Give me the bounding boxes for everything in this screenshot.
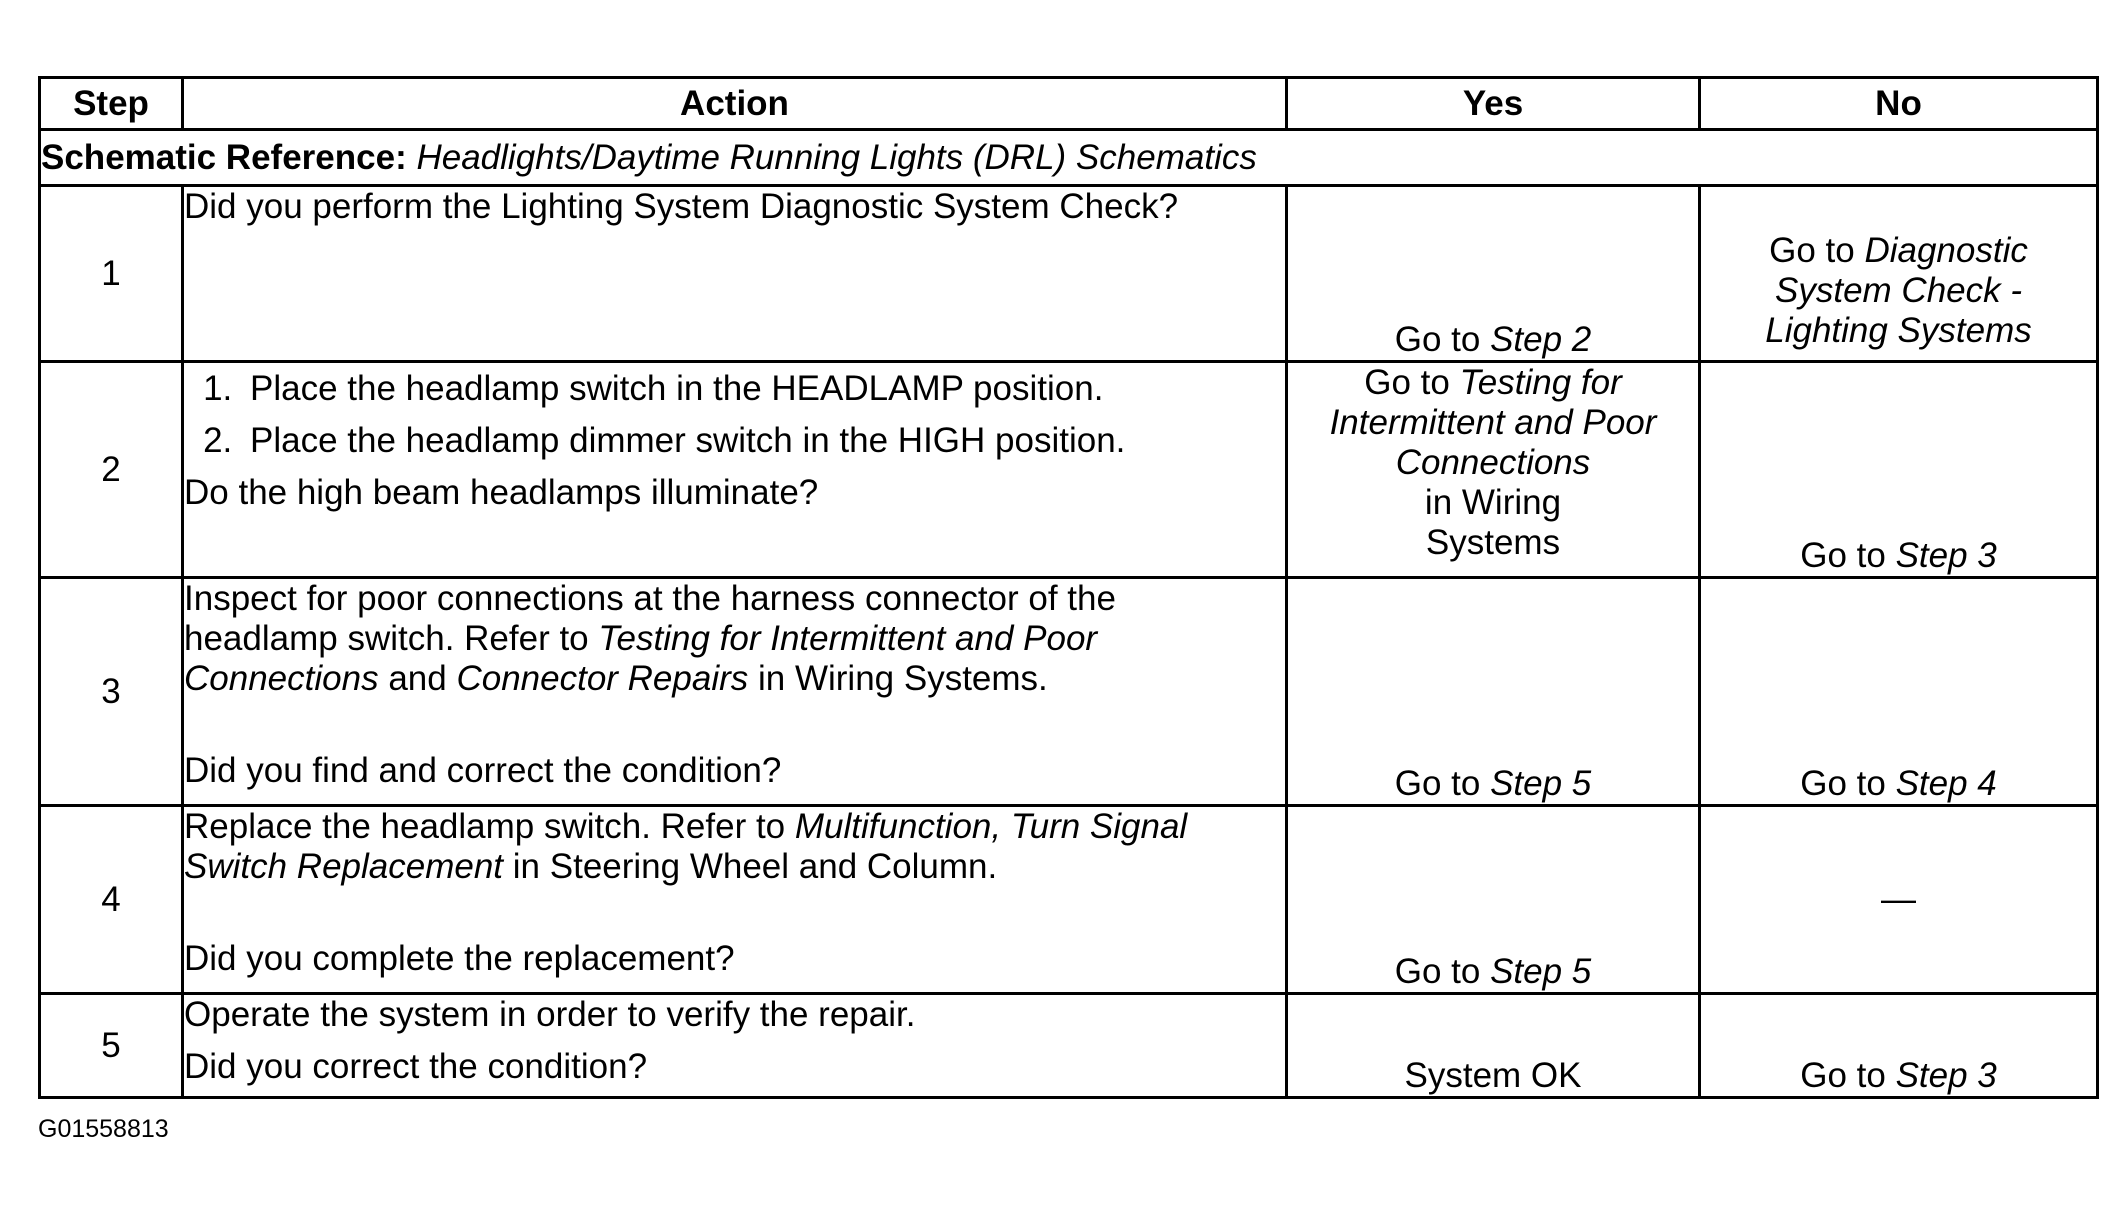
- action-cell: [183, 186, 1287, 362]
- action-text-line-2: headlamp switch. Refer to: [184, 619, 589, 658]
- no-cell: [1700, 994, 2098, 1098]
- yes-link: Testing for: [1459, 363, 1622, 402]
- yes-prefix: Go to: [1394, 320, 1481, 359]
- figure-id: G01558813: [38, 1115, 169, 1143]
- yes-suffix-line-1: in Wiring: [1424, 483, 1562, 522]
- yes-prefix: Go to: [1394, 764, 1481, 803]
- yes-cell: [1287, 806, 1700, 994]
- action-cell: [183, 578, 1287, 806]
- table-row: [40, 994, 2098, 1098]
- table-row: [40, 362, 2098, 578]
- list-item: 1. Place the headlamp switch in the HEADLAMP position.: [242, 369, 1285, 409]
- yes-prefix: Go to: [1364, 363, 1450, 402]
- step-number: 1: [40, 186, 183, 362]
- yes-link-line-3: Connections: [1395, 443, 1591, 482]
- action-question: Do the high beam headlamps illuminate?: [184, 473, 819, 512]
- yes-link-line-2: Intermittent and Poor: [1329, 403, 1657, 442]
- table-header-row: [40, 78, 2098, 130]
- yes-link: Step 2: [1490, 320, 1592, 359]
- action-question: Did you find and correct the condition?: [184, 751, 782, 790]
- action-cell: [183, 806, 1287, 994]
- action-text-line-1: Replace the headlamp switch. Refer to: [184, 807, 786, 846]
- schematic-reference-link: Headlights/Daytime Running Lights (DRL) Schematics: [416, 137, 1257, 177]
- yes-cell: [1287, 578, 1700, 806]
- step-number: 2: [40, 362, 183, 578]
- action-link-connector-repairs: Connector Repairs: [456, 659, 749, 698]
- diagnostic-table: [38, 76, 2099, 1099]
- header-yes: Yes: [1287, 78, 1700, 130]
- header-step: Step: [40, 78, 183, 130]
- yes-cell: [1287, 994, 1700, 1098]
- action-cell: [183, 362, 1287, 578]
- yes-suffix-line-2: Systems: [1425, 523, 1561, 562]
- schematic-reference-row: [40, 130, 2098, 186]
- no-link-line-2: System Check -: [1775, 271, 2022, 310]
- no-dash: —: [1881, 879, 1916, 919]
- list-item: 2. Place the headlamp dimmer switch in the HIGH position.: [242, 421, 1285, 461]
- action-cell: [183, 994, 1287, 1098]
- header-no: No: [1700, 78, 2098, 130]
- action-text: Did you perform the Lighting System Diagnostic System Check?: [184, 187, 1179, 226]
- table-row: [40, 806, 2098, 994]
- yes-value: System OK: [1404, 1056, 1582, 1095]
- action-text-line-1: Operate the system in order to verify the repair.: [184, 995, 916, 1034]
- action-text-line-1: Inspect for poor connections at the harness connector of the: [184, 579, 1116, 618]
- no-cell: [1700, 186, 2098, 362]
- no-link: Step 4: [1895, 764, 1997, 803]
- table-row: [40, 578, 2098, 806]
- action-text-and: and: [388, 659, 447, 698]
- no-cell: [1700, 578, 2098, 806]
- yes-link: Step 5: [1490, 952, 1592, 991]
- yes-cell: [1287, 362, 1700, 578]
- step-number: 3: [40, 578, 183, 806]
- no-prefix: Go to: [1800, 536, 1886, 575]
- yes-prefix: Go to: [1394, 952, 1481, 991]
- no-prefix: Go to: [1769, 231, 1855, 270]
- yes-link: Step 5: [1490, 764, 1592, 803]
- action-text-wiring: in Wiring Systems.: [758, 659, 1048, 698]
- yes-cell: [1287, 186, 1700, 362]
- action-question: Did you complete the replacement?: [184, 939, 735, 978]
- no-link: Step 3: [1895, 1056, 1997, 1095]
- action-question: Did you correct the condition?: [184, 1047, 648, 1086]
- no-link: Diagnostic: [1864, 231, 2028, 270]
- table-row: [40, 186, 2098, 362]
- action-text-line-2: in Steering Wheel and Column.: [512, 847, 998, 886]
- header-action: Action: [183, 78, 1287, 130]
- action-steps-list: [184, 369, 1285, 461]
- step-number: 5: [40, 994, 183, 1098]
- step-number: 4: [40, 806, 183, 994]
- action-link-multifunction: Multifunction, Turn Signal: [794, 807, 1188, 846]
- no-prefix: Go to: [1800, 764, 1886, 803]
- no-prefix: Go to: [1800, 1056, 1886, 1095]
- no-cell: [1700, 806, 2098, 994]
- schematic-reference-cell: [40, 130, 2098, 186]
- action-link-testing-cont: Connections: [184, 659, 379, 698]
- no-cell: [1700, 362, 2098, 578]
- schematic-reference-label: Schematic Reference:: [41, 137, 407, 177]
- no-link-line-3: Lighting Systems: [1765, 311, 2032, 350]
- no-link: Step 3: [1895, 536, 1997, 575]
- action-link-multifunction-cont: Switch Replacement: [184, 847, 504, 886]
- action-link-testing: Testing for Intermittent and Poor: [598, 619, 1098, 658]
